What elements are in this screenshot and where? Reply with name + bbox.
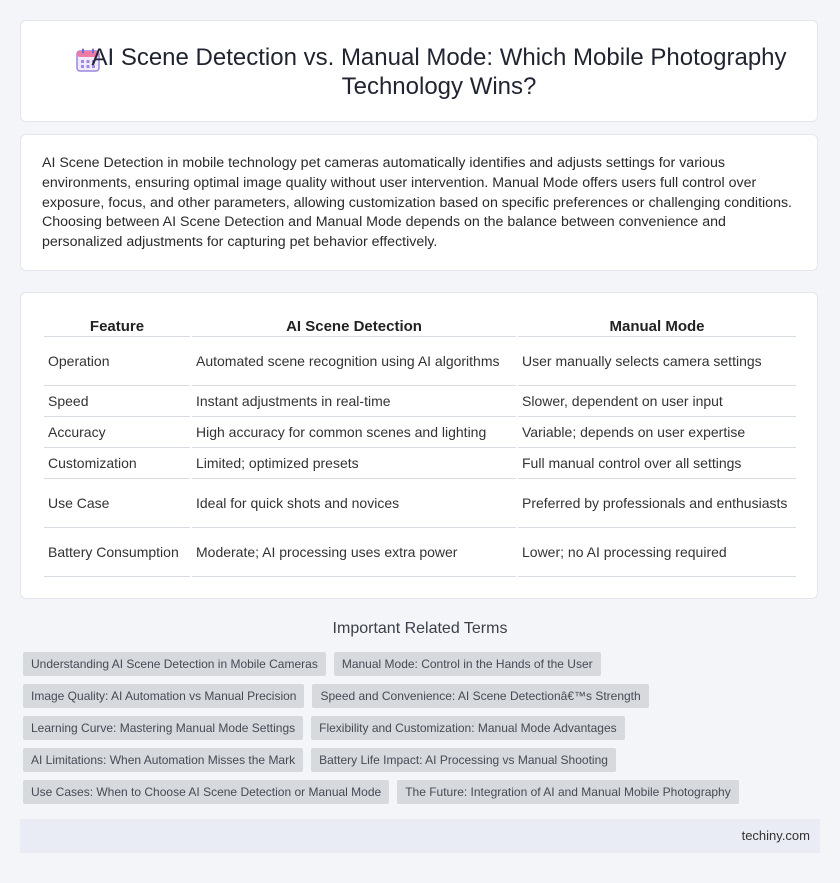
related-term-tag[interactable]: The Future: Integration of AI and Manual Mobile Photography — [397, 780, 739, 804]
cell-ai: Instant adjustments in real-time — [192, 386, 516, 417]
header-ai: AI Scene Detection — [192, 316, 516, 337]
cell-feature: Battery Consumption — [44, 528, 190, 577]
cell-ai: Moderate; AI processing uses extra power — [192, 528, 516, 577]
table-row — [44, 528, 796, 577]
page-title: AI Scene Detection vs. Manual Mode: Which Mobile Photography Technology Wins? — [91, 44, 787, 100]
related-term-tag[interactable]: Speed and Convenience: AI Scene Detectionâ€™s Strength — [312, 684, 648, 708]
cell-feature: Customization — [44, 448, 190, 479]
cell-manual: Lower; no AI processing required — [518, 528, 796, 577]
related-term-tag[interactable]: Use Cases: When to Choose AI Scene Detection or Manual Mode — [23, 780, 389, 804]
table-row — [44, 448, 796, 479]
related-term-tag[interactable]: AI Limitations: When Automation Misses the Mark — [23, 748, 303, 772]
related-term-tag[interactable]: Image Quality: AI Automation vs Manual Precision — [23, 684, 304, 708]
table-header-row — [44, 316, 796, 337]
cell-ai: Ideal for quick shots and novices — [192, 479, 516, 528]
table-row — [44, 417, 796, 448]
header-manual: Manual Mode — [518, 316, 796, 337]
header-feature: Feature — [44, 316, 190, 337]
related-terms-list — [23, 652, 803, 812]
cell-ai: Automated scene recognition using AI algorithms — [192, 337, 516, 386]
footer-site-link[interactable]: techiny.com — [741, 828, 810, 843]
cell-manual: User manually selects camera settings — [518, 337, 796, 386]
comparison-card — [20, 292, 818, 599]
related-term-tag[interactable]: Understanding AI Scene Detection in Mobile Cameras — [23, 652, 326, 676]
cell-manual: Slower, dependent on user input — [518, 386, 796, 417]
related-terms-title: Important Related Terms — [332, 620, 508, 637]
related-term-tag[interactable]: Flexibility and Customization: Manual Mode Advantages — [311, 716, 625, 740]
cell-feature: Use Case — [44, 479, 190, 528]
cell-manual: Variable; depends on user expertise — [518, 417, 796, 448]
comparison-table — [42, 316, 798, 577]
related-term-tag[interactable]: Learning Curve: Mastering Manual Mode Settings — [23, 716, 303, 740]
table-row — [44, 386, 796, 417]
cell-manual: Full manual control over all settings — [518, 448, 796, 479]
cell-feature: Accuracy — [44, 417, 190, 448]
cell-feature: Operation — [44, 337, 190, 386]
header-card — [20, 20, 818, 122]
cell-feature: Speed — [44, 386, 190, 417]
intro-card — [20, 134, 818, 271]
intro-text: AI Scene Detection in mobile technology pet cameras automatically identifies and adjusts settings for various environments, ensuring optimal image quality without user intervention. Manual Mode offers users full control over exposure, focus, and other parameters, allowing customization based on specific preferences or challenging conditions. Choosing between AI Scene Detection and Manual Mode depends on the balance between convenience and personalized adjustments for capturing pet behavior effectively. — [42, 155, 792, 251]
footer — [20, 819, 820, 853]
table-row — [44, 337, 796, 386]
cell-manual: Preferred by professionals and enthusiasts — [518, 479, 796, 528]
related-term-tag[interactable]: Manual Mode: Control in the Hands of the User — [334, 652, 601, 676]
table-row — [44, 479, 796, 528]
cell-ai: High accuracy for common scenes and lighting — [192, 417, 516, 448]
cell-ai: Limited; optimized presets — [192, 448, 516, 479]
related-term-tag[interactable]: Battery Life Impact: AI Processing vs Manual Shooting — [311, 748, 616, 772]
